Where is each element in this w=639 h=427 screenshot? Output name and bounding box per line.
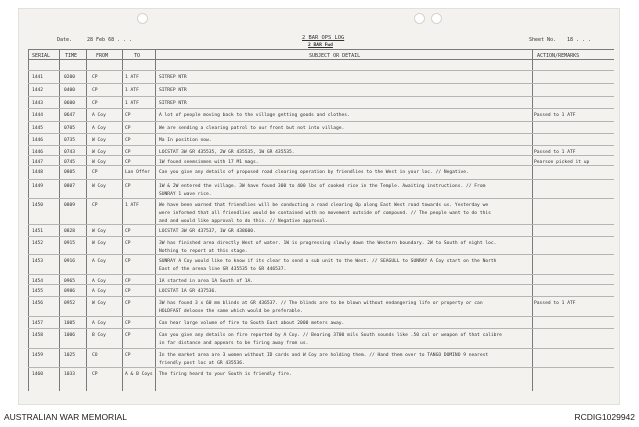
cell-to: Lan Offer bbox=[125, 170, 150, 175]
cell-to: 1 ATF bbox=[125, 203, 139, 208]
cell-from: W Coy bbox=[92, 160, 106, 165]
cell-to: CP bbox=[125, 138, 131, 143]
cell-from: CP bbox=[92, 372, 98, 377]
cell-subject-line: and and would like approval to do this. // Negative approval. bbox=[159, 219, 328, 224]
row-divider bbox=[28, 155, 614, 156]
punch-hole bbox=[414, 13, 425, 24]
cell-time: 0805 bbox=[64, 170, 76, 175]
log-title: 2 BAR OPS LOG bbox=[302, 35, 345, 41]
cell-serial: 1455 bbox=[32, 289, 44, 294]
cell-serial: 1450 bbox=[32, 203, 44, 208]
column-header-action: ACTION/REMARKS bbox=[537, 53, 580, 59]
row-divider bbox=[28, 328, 614, 329]
cell-time: 1033 bbox=[64, 372, 76, 377]
cell-serial: 1456 bbox=[32, 301, 44, 306]
cell-from: B Coy bbox=[92, 333, 106, 338]
cell-action: Passed to 1 ATF bbox=[534, 301, 576, 306]
cell-serial: 1446 bbox=[32, 138, 44, 143]
row-divider bbox=[28, 198, 614, 199]
cell-serial: 1454 bbox=[32, 279, 44, 284]
cell-from: A Coy bbox=[92, 113, 106, 118]
cell-to: CP bbox=[125, 301, 131, 306]
cell-to: CP bbox=[125, 321, 131, 326]
cell-action: Passed to 1 ATF bbox=[534, 150, 576, 155]
column-header-time: TIME bbox=[65, 53, 78, 59]
table-top-rule bbox=[28, 49, 614, 50]
cell-to: CP bbox=[125, 126, 131, 131]
row-divider bbox=[28, 348, 614, 349]
cell-serial: 1445 bbox=[32, 126, 44, 131]
row-divider bbox=[28, 274, 614, 275]
cell-action: Pearson picked it up bbox=[534, 160, 590, 165]
row-divider bbox=[28, 83, 614, 84]
cell-subject-line: SUNRAY A Coy would like to know if its clear to send a sub unit to the West. // SEAGULL to SUNRAY A Coy start on the North bbox=[159, 259, 497, 264]
cell-subject-line: SITREP NTR bbox=[159, 101, 187, 106]
cell-from: W Coy bbox=[92, 184, 106, 189]
column-divider bbox=[155, 49, 156, 391]
cell-to: CP bbox=[125, 289, 131, 294]
cell-time: 1005 bbox=[64, 321, 76, 326]
cell-from: W Coy bbox=[92, 138, 106, 143]
column-header-subject: SUBJECT OR DETAIL bbox=[309, 53, 361, 59]
cell-to: CP bbox=[125, 160, 131, 165]
column-divider bbox=[532, 49, 533, 391]
cell-serial: 1443 bbox=[32, 101, 44, 106]
log-subtitle: 2 BAR Fwd bbox=[308, 43, 333, 48]
row-divider bbox=[28, 133, 614, 134]
cell-to: 1 ATF bbox=[125, 88, 139, 93]
row-divider bbox=[28, 70, 614, 71]
footer-record-id: RCDIG1029942 bbox=[574, 412, 635, 422]
cell-from: A Coy bbox=[92, 126, 106, 131]
cell-from: CP bbox=[92, 75, 98, 80]
cell-serial: 1441 bbox=[32, 75, 44, 80]
cell-to: CP bbox=[125, 259, 131, 264]
cell-to: CP bbox=[125, 279, 131, 284]
cell-time: 0647 bbox=[64, 113, 76, 118]
cell-subject-line: Can you give any details on fire reported by A Coy. // Bearing 3700 mils South sounds like .50 cal or weapon of that calibre bbox=[159, 333, 502, 338]
cell-subject-line: Nothing to report at this stage. bbox=[159, 249, 248, 254]
cell-serial: 1449 bbox=[32, 184, 44, 189]
cell-from: A Coy bbox=[92, 279, 106, 284]
cell-from: A Coy bbox=[92, 289, 106, 294]
cell-subject-line: in far distance and appears to be firing away from us. bbox=[159, 341, 309, 346]
cell-serial: 1444 bbox=[32, 113, 44, 118]
cell-subject-line: Can you give any details of proposed road clearing operation by friendlies to the West in your loc. // Negative. bbox=[159, 170, 469, 175]
cell-subject-line: 3W has found 3 x 60 mm blinds at GR 436537. // The blinds are to be blown without endangering life or property or can bbox=[159, 301, 483, 306]
cell-serial: 1442 bbox=[32, 88, 44, 93]
cell-serial: 1453 bbox=[32, 259, 44, 264]
cell-time: 0965 bbox=[64, 279, 76, 284]
column-divider bbox=[122, 49, 123, 391]
row-divider bbox=[28, 224, 614, 225]
cell-to: CP bbox=[125, 184, 131, 189]
cell-subject-line: We are sending a clearing patrol to our front but not into village. bbox=[159, 126, 345, 131]
sheet-label: Sheet No. bbox=[529, 37, 557, 43]
cell-serial: 1451 bbox=[32, 229, 44, 234]
cell-to: CP bbox=[125, 113, 131, 118]
cell-time: 0915 bbox=[64, 241, 76, 246]
cell-time: 0952 bbox=[64, 301, 76, 306]
date-value: 28 Feb 68 . . . bbox=[87, 37, 133, 43]
cell-from: CP bbox=[92, 88, 98, 93]
sheet-value: 18 . . . bbox=[567, 37, 592, 43]
row-divider bbox=[28, 254, 614, 255]
cell-time: 0807 bbox=[64, 184, 76, 189]
row-divider bbox=[28, 165, 614, 166]
row-divider bbox=[28, 96, 614, 97]
cell-time: 0600 bbox=[64, 101, 76, 106]
cell-serial: 1448 bbox=[32, 170, 44, 175]
cell-serial: 1452 bbox=[32, 241, 44, 246]
cell-serial: 1458 bbox=[32, 333, 44, 338]
cell-to: CP bbox=[125, 229, 131, 234]
cell-subject-line: 1A started in area 1A South of 1A. bbox=[159, 279, 254, 284]
cell-subject-line: SITREP NTR bbox=[159, 75, 187, 80]
cell-subject-line: LOCSTAT 3W GR 435535, 2W GR 435535, 1W GR 435535. bbox=[159, 150, 295, 155]
column-divider bbox=[59, 49, 60, 391]
row-divider bbox=[28, 108, 614, 109]
cell-time: 1006 bbox=[64, 333, 76, 338]
cell-subject-line: LOCSTAT 1A GR 437536. bbox=[159, 289, 218, 294]
cell-subject-line: 3W has finished area directly West of water. 1W is progressing slowly down the Western boundary. 2W to South of night loc. bbox=[159, 241, 497, 246]
cell-subject-line: In the market area are 3 women without ID cards and W Coy are holding them. // Hand them over to TANGO DOMINO 9 nearest bbox=[159, 353, 489, 358]
cell-from: CP bbox=[92, 101, 98, 106]
cell-serial: 1447 bbox=[32, 160, 44, 165]
cell-time: 0745 bbox=[64, 160, 76, 165]
cell-from: W Coy bbox=[92, 150, 106, 155]
column-divider bbox=[86, 49, 87, 391]
log-sheet bbox=[18, 8, 620, 405]
punch-hole bbox=[431, 13, 442, 24]
cell-from: A Coy bbox=[92, 259, 106, 264]
cell-time: 1025 bbox=[64, 353, 76, 358]
cell-action: Passed to 1 ATF bbox=[534, 113, 576, 118]
cell-serial: 1460 bbox=[32, 372, 44, 377]
cell-serial: 1459 bbox=[32, 353, 44, 358]
punch-hole bbox=[137, 13, 148, 24]
cell-time: 0735 bbox=[64, 138, 76, 143]
cell-from: W Coy bbox=[92, 301, 106, 306]
cell-to: CP bbox=[125, 353, 131, 358]
cell-subject-line: Can hear large volume of fire to South East about 2000 meters away. bbox=[159, 321, 345, 326]
cell-subject-line: LOCSTAT 3W GR 437537, 1W GR 438600. bbox=[159, 229, 256, 234]
cell-from: CP bbox=[92, 203, 98, 208]
cell-from: W Coy bbox=[92, 241, 106, 246]
table-left-border bbox=[28, 49, 29, 391]
row-divider bbox=[28, 284, 614, 285]
column-header-from: FROM bbox=[96, 53, 109, 59]
cell-from: W Coy bbox=[92, 229, 106, 234]
cell-from: CP bbox=[92, 170, 98, 175]
cell-subject-line: 1W & 2W entered the village. 3W have found 300 to 400 lbs of cooked rice in the Temple. Awaiting instructions. // From bbox=[159, 184, 486, 189]
cell-time: 0986 bbox=[64, 289, 76, 294]
cell-subject-line: SUNRAY 1 wave rice. bbox=[159, 192, 212, 197]
cell-time: 0828 bbox=[64, 229, 76, 234]
row-divider bbox=[28, 316, 614, 317]
cell-subject-line: The firing heard to your South is friendly fire. bbox=[159, 372, 292, 377]
cell-to: CP bbox=[125, 333, 131, 338]
cell-subject-line: East of the arena line GR 435535 to GR 446537. bbox=[159, 267, 287, 272]
cell-serial: 1457 bbox=[32, 321, 44, 326]
cell-subject-line: We have been warned that friendlies will be conducting a road clearing Op along East West road towards us. Yesterday we bbox=[159, 203, 489, 208]
footer-archive-name: AUSTRALIAN WAR MEMORIAL bbox=[4, 412, 127, 422]
cell-subject-line: 1W found seemsinmen with 17 M1 mags. bbox=[159, 160, 259, 165]
row-divider bbox=[28, 145, 614, 146]
cell-from: CO bbox=[92, 353, 98, 358]
row-divider bbox=[28, 179, 614, 180]
cell-to: 1 ATF bbox=[125, 101, 139, 106]
row-divider bbox=[28, 236, 614, 237]
cell-to: 1 ATF bbox=[125, 75, 139, 80]
row-divider bbox=[28, 367, 614, 368]
cell-time: 0400 bbox=[64, 88, 76, 93]
cell-subject-line: Ma In position now. bbox=[159, 138, 212, 143]
cell-serial: 1446 bbox=[32, 150, 44, 155]
cell-time: 0705 bbox=[64, 126, 76, 131]
cell-time: 0200 bbox=[64, 75, 76, 80]
row-divider bbox=[28, 296, 614, 297]
cell-from: A Coy bbox=[92, 321, 106, 326]
cell-to: CP bbox=[125, 150, 131, 155]
cell-to: CP bbox=[125, 241, 131, 246]
cell-time: 0809 bbox=[64, 203, 76, 208]
header-rule bbox=[28, 59, 614, 60]
cell-subject-line: A lot of people moving back to the village getting goods and clothes. bbox=[159, 113, 350, 118]
cell-time: 0916 bbox=[64, 259, 76, 264]
cell-subject-line: HOLDFAST deloose the same which would be preferable. bbox=[159, 309, 303, 314]
cell-subject-line: SITREP NTR bbox=[159, 88, 187, 93]
date-label: Date. bbox=[57, 37, 73, 43]
cell-to: A & B Coys bbox=[125, 372, 153, 377]
cell-subject-line: were informed that all friendlies would be contained with no movement outside of compound. // The people want to do this bbox=[159, 211, 491, 216]
cell-subject-line: friendly post loc at GR 435536. bbox=[159, 361, 245, 366]
cell-time: 0743 bbox=[64, 150, 76, 155]
column-header-to: TO bbox=[134, 53, 141, 59]
row-divider bbox=[28, 121, 614, 122]
column-header-serial: SERIAL bbox=[32, 53, 51, 59]
